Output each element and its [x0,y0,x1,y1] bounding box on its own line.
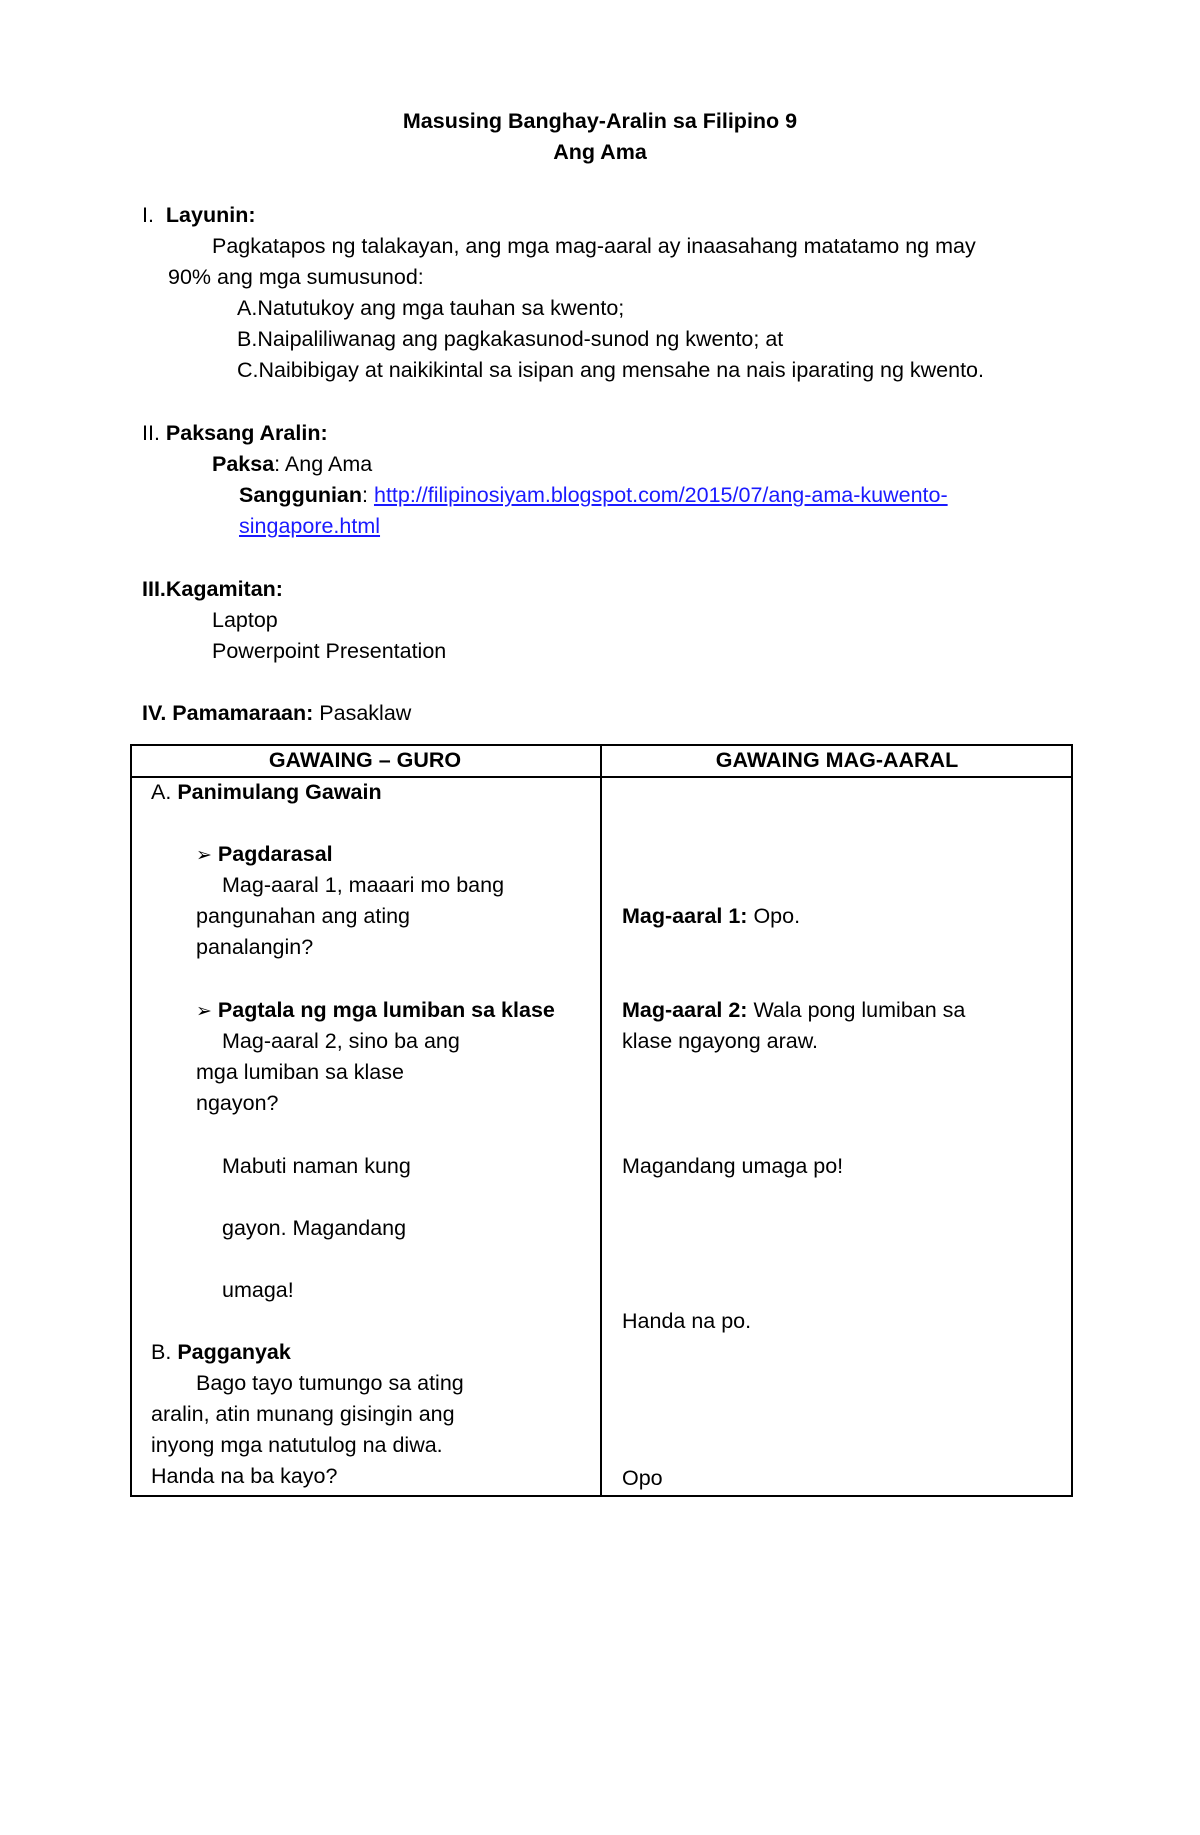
kagamitan-item: Laptop [212,608,278,632]
pagtala-line: mga lumiban sa klase [196,1060,404,1084]
objective-item [237,293,624,324]
table-header-guro: GAWAING – GURO [268,748,462,772]
pagdarasal-line: panalangin? [196,935,314,959]
student-1-text: Opo. [747,904,801,928]
section-b-heading [151,1337,291,1368]
student-response-2 [622,995,965,1026]
section-1-title: Layunin: [165,203,256,227]
pagganyak-line: aralin, atin munang gisingin ang [151,1402,455,1426]
sanggunian-label: Sanggunian [239,483,363,507]
student-1-label: Mag-aaral 1: [622,904,748,928]
sanggunian-link-continued [239,511,380,542]
student-response-4: Handa na po. [622,1309,752,1333]
student-response-5: Opo [622,1466,663,1490]
section-2-number: II. [142,421,160,445]
student-2-text: Wala pong lumiban sa [747,998,966,1022]
mabuti-line: umaga! [222,1278,294,1302]
section-a-letter: A. [151,780,172,804]
section-4-heading [142,698,411,729]
paksa-value: : Ang Ama [274,452,373,476]
pagganyak-line: Handa na ba kayo? [151,1464,338,1488]
arrow-bullet-icon: ➢ [196,1001,212,1022]
table-header-mag-aaral: GAWAING MAG-AARAL [715,748,959,772]
student-response-3: Magandang umaga po! [622,1154,844,1178]
pagganyak-line: inyong mga natutulog na diwa. [151,1433,443,1457]
objective-text: Naibibigay at naikikintal sa isipan ang mensahe na nais iparating ng kwento. [258,358,984,382]
arrow-bullet-icon: ➢ [196,845,212,866]
pagdarasal-title: Pagdarasal [217,842,333,866]
section-b-letter: B. [151,1340,172,1364]
layunin-intro-line-1: Pagkatapos ng talakayan, ang mga mag-aaral ay inaasahang matatamo ng may [212,234,976,258]
sanggunian-link-end[interactable]: singapore.html [239,514,381,538]
section-4-title: IV. Pamamaraan: [142,701,314,725]
kagamitan-item: Powerpoint Presentation [212,639,447,663]
section-3-heading: III.Kagamitan: [142,577,283,601]
page-title: Masusing Banghay-Aralin sa Filipino 9 [402,109,798,133]
sanggunian-line [239,480,948,511]
pagdarasal-line: pangunahan ang ating [196,904,411,928]
student-2-label: Mag-aaral 2: [622,998,748,1022]
objective-letter: A. [237,296,258,320]
section-a-heading [151,777,382,808]
sanggunian-sep: : [362,483,374,507]
objective-text: Natutukoy ang mga tauhan sa kwento; [257,296,625,320]
pagdarasal-heading [196,839,333,871]
section-a-title: Panimulang Gawain [177,780,382,804]
section-1-number: I. [142,203,154,227]
pagdarasal-line: Mag-aaral 1, maaari mo bang [222,873,505,897]
pagtala-title: Pagtala ng mga lumiban sa klase [217,998,555,1022]
student-response-1 [622,901,800,932]
objective-letter: C. [237,358,259,382]
sanggunian-link[interactable]: http://filipinosiyam.blogspot.com/2015/07/ang-ama-kuwento- [373,483,948,507]
objective-letter: B. [237,327,258,351]
pagtala-line: Mag-aaral 2, sino ba ang [222,1029,460,1053]
objective-item [237,324,783,355]
student-response-2-cont: klase ngayong araw. [622,1029,819,1053]
paksa-label: Paksa [212,452,275,476]
objective-item [237,355,984,386]
layunin-intro-line-2: 90% ang mga sumusunod: [168,265,424,289]
table-column-divider [600,744,602,1497]
pagtala-line: ngayon? [196,1091,279,1115]
mabuti-line: Mabuti naman kung [222,1154,411,1178]
section-1-heading [142,200,256,231]
pagtala-heading [196,995,555,1027]
section-2-heading [142,418,328,449]
section-2-title: Paksang Aralin: [165,421,328,445]
section-4-value: Pasaklaw [313,701,412,725]
page-subtitle: Ang Ama [553,140,647,164]
paksa-line [212,449,372,480]
section-b-title: Pagganyak [177,1340,291,1364]
objective-text: Naipaliliwanag ang pagkakasunod-sunod ng kwento; at [257,327,784,351]
pagganyak-line: Bago tayo tumungo sa ating [196,1371,464,1395]
mabuti-line: gayon. Magandang [222,1216,407,1240]
